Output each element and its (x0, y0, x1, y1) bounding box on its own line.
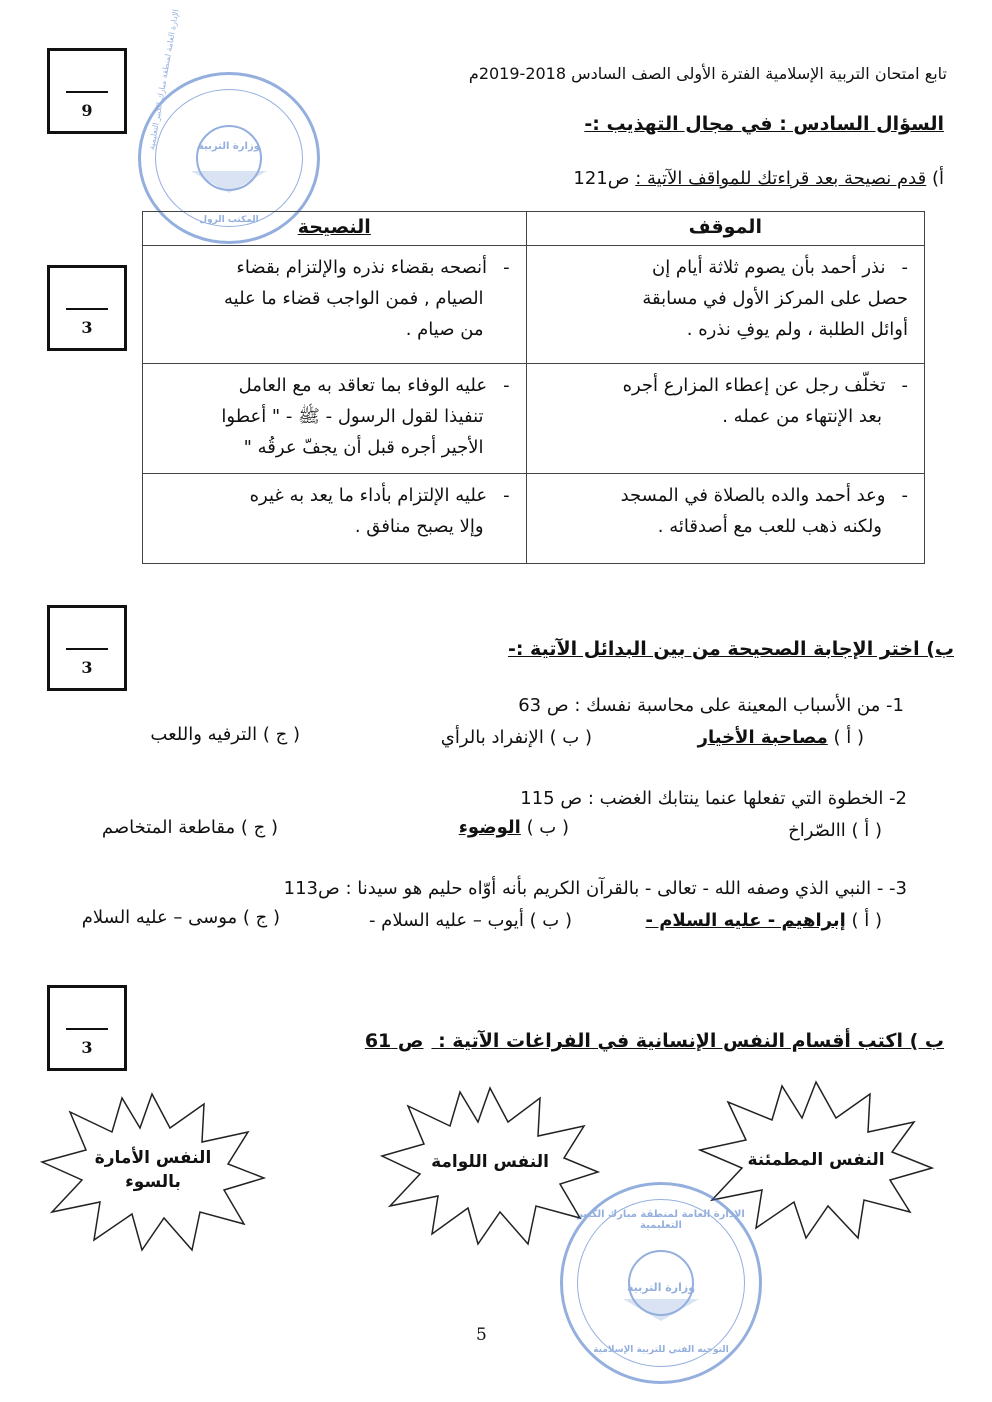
score-value: 9 (81, 101, 93, 120)
column-header-advice: النصيحة (143, 212, 527, 246)
mcq-option-a[interactable]: ( أ ) إبراهيم - عليه السلام - (645, 910, 882, 931)
page-number: 5 (476, 1325, 487, 1345)
answer-text: النفس اللوامة (431, 1152, 549, 1172)
column-header-situation: الموقف (526, 212, 924, 246)
answer-text: النفس المطمئنة (747, 1150, 885, 1170)
ministry-stamp-top: وزارة التربية الإدارة العامة لمنطقة مبارك الكبير التعليمية المكتب الرول (138, 72, 320, 244)
mcq-option-b[interactable]: ( ب ) الإنفراد بالرأي (440, 727, 592, 748)
part-a-instruction: أ) قدم نصيحة بعد قراءتك للمواقف الآتية : ص121 (573, 168, 944, 189)
table-row (143, 246, 925, 364)
mcq-option-a[interactable]: ( أ ) االصّراخ (788, 820, 882, 841)
mcq-question-2: 2- الخطوة التي تفعلها عنما ينتابك الغضب : ص 115 (520, 788, 907, 809)
mcq-option-b[interactable]: ( ب ) أيوب – عليه السلام - (368, 910, 572, 931)
situation-cell: -نذر أحمد بأن يصوم ثلاثة أيام إن حصل على المركز الأول في مسابقة أوائل الطلبة ، ولم يوفِ نذره . (526, 246, 924, 364)
situation-cell: -وعد أحمد والده بالصلاة في المسجد ولكنه ذهب للعب مع أصدقائه . (526, 474, 924, 564)
answer-text: النفس الأمارة (94, 1148, 212, 1168)
question6-title: السؤال السادس : في مجال التهذيب :- (584, 113, 944, 135)
score-box-part-a (47, 265, 127, 351)
ministry-stamp-bottom: الإدارة العامة لمنطقة مبارك الكبير التعليمية وزارة التربية التوجيه الفني للتربية الإسلامية (560, 1182, 762, 1384)
situation-cell: -تخلّف رجل عن إعطاء المزارع أجره بعد الإنتهاء من عمله . (526, 364, 924, 474)
advice-cell: -عليه الإلتزام بأداء ما يعد به غيره وإلا يصبح منافق . (143, 474, 527, 564)
exam-header: تابع امتحان التربية الإسلامية الفترة الأولى الصف السادس 2018-2019م (468, 64, 947, 83)
score-box-q6 (47, 48, 127, 134)
score-box-part-b1 (47, 605, 127, 691)
mcq-option-c[interactable]: ( ج ) الترفيه واللعب (150, 724, 300, 745)
score-value: 3 (81, 658, 93, 677)
advice-cell: -عليه الوفاء بما تعاقد به مع العامل تنفيذا لقول الرسول - ﷺ - " أعطوا الأجير أجره قبل أن يجفّ عرقُه " (143, 364, 527, 474)
mcq-option-a[interactable]: ( أ ) مصاحبة الأخيار (697, 727, 864, 748)
table-row (143, 364, 925, 474)
mcq-question-1: 1- من الأسباب المعينة على محاسبة نفسك : ص 63 (518, 695, 904, 716)
mcq-option-c[interactable]: ( ج ) مقاطعة المتخاصم (101, 817, 278, 838)
mcq-option-b[interactable]: ( ب ) الوضوء (458, 817, 569, 838)
part-b2-title: ب ) اكتب أقسام النفس الإنسانية في الفراغات الآتية : ص 61 (364, 1030, 944, 1052)
advice-cell: -أنصحه بقضاء نذره والإلتزام بقضاء الصيام , فمن الواجب قضاء ما عليه من صيام . (143, 246, 527, 364)
answer-burst-3 (40, 1092, 266, 1252)
table-row (143, 474, 925, 564)
answer-text: بالسوء (125, 1172, 181, 1192)
advice-table (142, 211, 925, 564)
score-value: 3 (81, 1038, 93, 1057)
part-b1-title: ب) اختر الإجابة الصحيحة من بين البدائل الآتية :- (507, 638, 954, 660)
mcq-option-c[interactable]: ( ج ) موسى – عليه السلام (81, 907, 280, 928)
score-value: 3 (81, 318, 93, 337)
score-box-part-b2 (47, 985, 127, 1071)
mcq-question-3: 3- - النبي الذي وصفه الله - تعالى - بالقرآن الكريم بأنه أوّاه حليم هو سيدنا : ص113 (283, 878, 907, 899)
